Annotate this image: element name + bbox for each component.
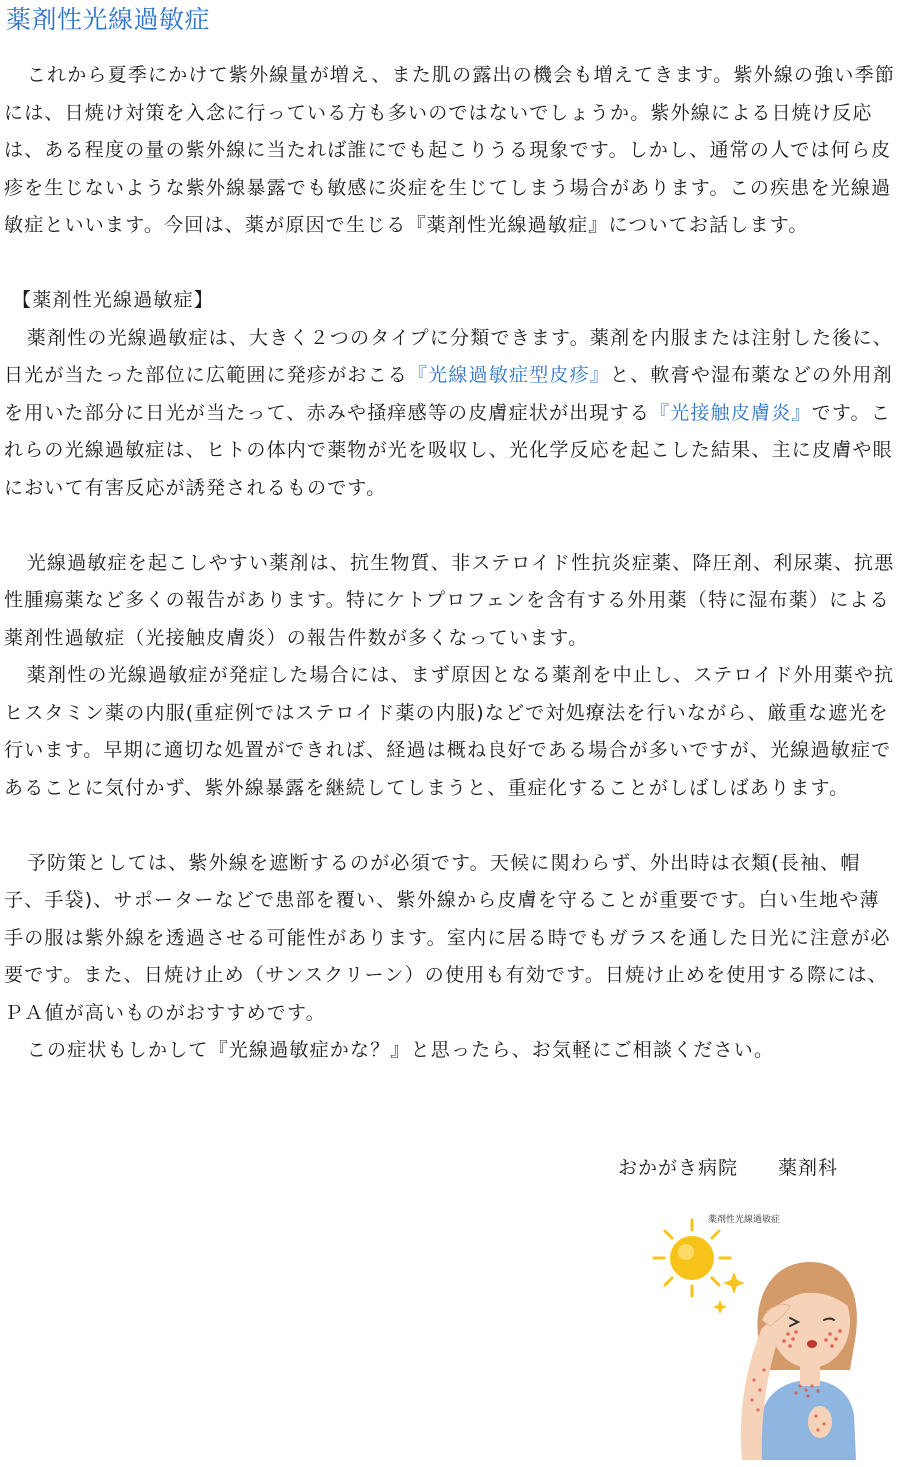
- drugs-paragraph: 光線過敏症を起こしやすい薬剤は、抗生物質、非ステロイド性抗炎症薬、降圧剤、利尿薬、抗悪性腫瘍薬など多くの報告があります。特にケトプロフェンを含有する外用薬（特に湿布薬）による薬剤性過敏症（光接触皮膚炎）の報告件数が多くなっています。: [4, 551, 895, 649]
- department-name: 薬剤科: [778, 1157, 839, 1179]
- hospital-name: おかがき病院: [618, 1157, 739, 1179]
- sparkle-icon: [713, 1272, 745, 1314]
- highlight-photocontact-dermatitis: 『光接触皮膚炎』: [650, 401, 812, 424]
- article-body: [4, 57, 896, 1070]
- signature: [618, 1152, 838, 1184]
- consult-paragraph: この症状もしかして『光線過敏症かな？』と思ったら、お気軽にご相談ください。: [26, 1039, 775, 1061]
- page-title: 薬剤性光線過敏症: [6, 5, 211, 34]
- treatment-paragraph: 薬剤性の光線過敏症が発症した場合には、まず原因となる薬剤を中止し、ステロイド外用薬や抗ヒスタミン薬の内服(重症例ではステロイド薬の内服)などで対処療法を行いながら、厳重な遮光を行います。早期に適切な処置ができれば、経過は概ね良好である場合が多いですが、光線過敏症であることに気付かず、紫外線暴露を継続してしまうと、重症化することがしばしばあります。: [4, 664, 895, 799]
- types-paragraph: [4, 320, 896, 508]
- types-text-2: と、軟膏や湿布薬などの外用剤を用いた部分に日光が当たって、赤みや掻痒感等の皮膚症状が出現する: [4, 364, 893, 424]
- intro-paragraph: これから夏季にかけて紫外線量が増え、また肌の露出の機会も増えてきます。紫外線の強い季節には、日焼け対策を入念に行っている方も多いのではないでしょうか。紫外線による日焼け反応は、ある程度の量の紫外線に当たれば誰にでも起こりうる現象です。しかし、通常の人では何ら皮疹を生じないような紫外線暴露でも敏感に炎症を生じてしまう場合があります。この疾患を光線過敏症といいます。今回は、薬が原因で生じる『薬剤性光線過敏症』についてお話します。: [4, 64, 896, 236]
- section-heading: 【薬剤性光線過敏症】: [12, 289, 215, 311]
- sun-icon: [654, 1220, 730, 1296]
- types-text-1: 薬剤性の光線過敏症は、大きく２つのタイプに分類できます。薬剤を内服または注射した後に、日光が当たった部位に広範囲に発疹がおこる: [4, 326, 893, 386]
- highlight-photosensitivity-rash: 『光線過敏症型皮疹』: [408, 364, 611, 386]
- types-text-3: です。これらの光線過敏症は、ヒトの体内で薬物が光を吸収し、光化学反応を起こした結果、主に皮膚や眼において有害反応が誘発されるものです。: [4, 401, 893, 499]
- photosensitivity-illustration: [650, 1210, 880, 1460]
- illustration-caption: 薬剤性光線過敏症: [708, 1215, 781, 1225]
- prevention-paragraph: 予防策としては、紫外線を遮断するのが必須です。天候に関わらず、外出時は衣類(長袖、帽子、手袋)、サポーターなどで患部を覆い、紫外線から皮膚を守ることが重要です。白い生地や薄手の服は紫外線を透過させる可能性があります。室内に居る時でもガラスを通した日光に注意が必要です。また、日焼け止め（サンスクリーン）の使用も有効です。日焼け止めを使用する際には、ＰＡ値が高いものがおすすめです。: [4, 851, 891, 1024]
